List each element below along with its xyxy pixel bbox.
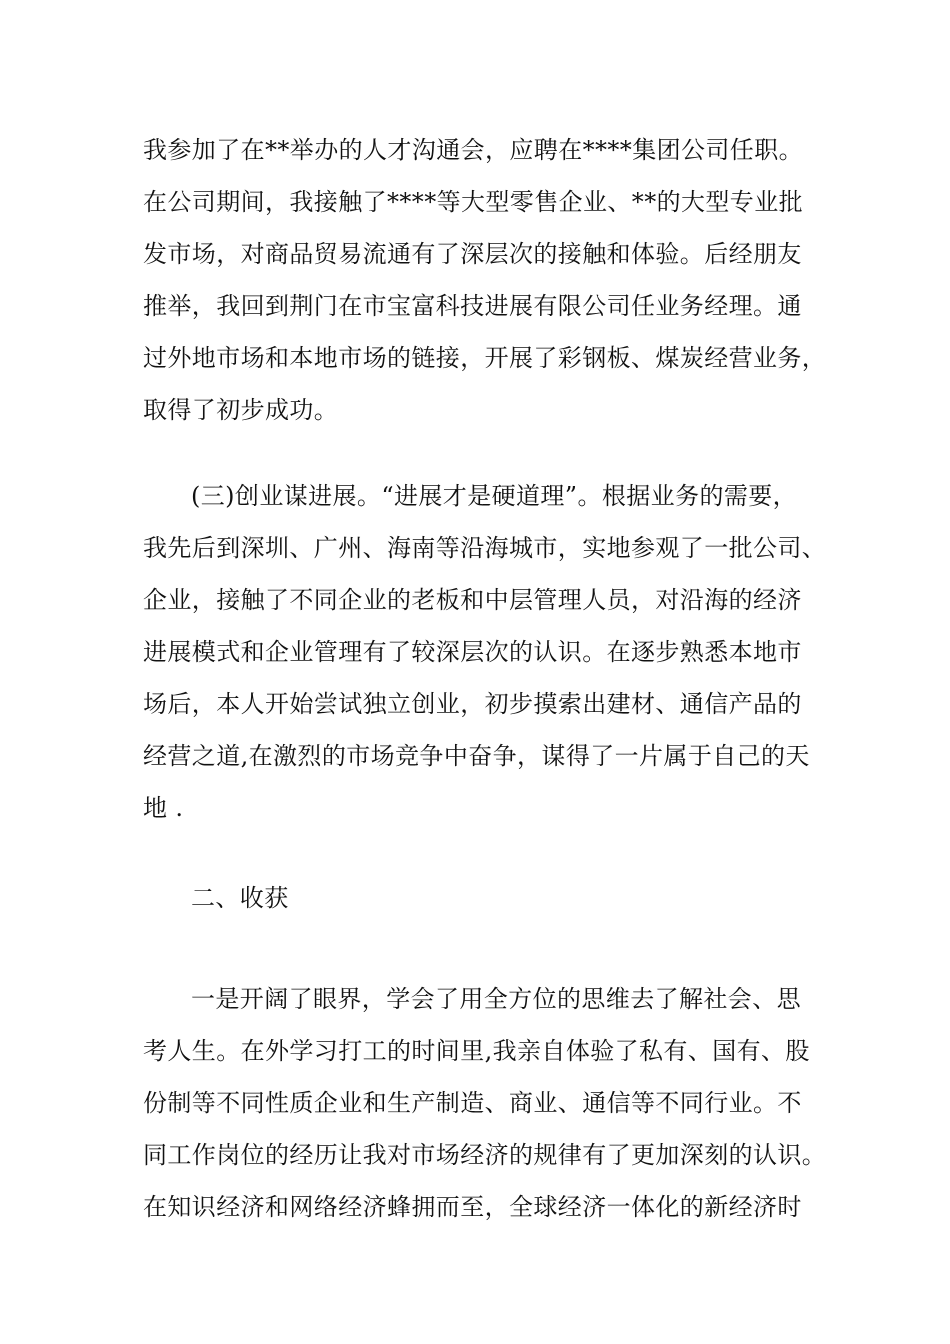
paragraph-line: (三)创业谋进展。“进展才是硬道理”。根据业务的需要， xyxy=(191,482,798,510)
paragraph-line: 同工作岗位的经历让我对市场经济的规律有了更加深刻的认识。 xyxy=(143,1141,827,1169)
paragraph-gains xyxy=(143,973,827,1233)
paragraph-line: 发市场，对商品贸易流通有了深层次的接触和体验。后经朋友 xyxy=(143,240,802,268)
heading-text: 二、收获 xyxy=(191,884,289,912)
paragraph-line: 企业，接触了不同企业的老板和中层管理人员，对沿海的经济 xyxy=(143,586,802,614)
paragraph-entrepreneurship xyxy=(143,470,827,834)
paragraph-line: 在知识经济和网络经济蜂拥而至，全球经济一体化的新经济时 xyxy=(143,1193,802,1221)
paragraph-line: 地 . xyxy=(143,794,184,822)
paragraph-line: 经营之道,在激烈的市场竞争中奋争，谋得了一片属于自己的天 xyxy=(143,742,810,770)
paragraph-line: 场后，本人开始尝试独立创业，初步摸索出建材、通信产品的 xyxy=(143,690,802,718)
paragraph-line: 取得了初步成功。 xyxy=(143,396,339,424)
section-heading xyxy=(143,872,818,924)
paragraph-line: 份制等不同性质企业和生产制造、商业、通信等不同行业。不 xyxy=(143,1089,802,1117)
paragraph-line: 一是开阔了眼界，学会了用全方位的思维去了解社会、思 xyxy=(191,985,801,1013)
paragraph-line: 进展模式和企业管理有了较深层次的认识。在逐步熟悉本地市 xyxy=(143,638,802,666)
paragraph-line: 我先后到深圳、广州、海南等沿海城市，实地参观了一批公司、 xyxy=(143,534,827,562)
paragraph-line: 过外地市场和本地市场的链接，开展了彩钢板、煤炭经营业务， xyxy=(143,344,827,372)
paragraph-line: 在公司期间，我接触了****等大型零售企业、**的大型专业批 xyxy=(143,188,803,216)
paragraph-line: 考人生。在外学习打工的时间里,我亲自体验了私有、国有、股 xyxy=(143,1037,810,1065)
paragraph-job-experience xyxy=(143,124,827,436)
paragraph-line: 我参加了在**举办的人才沟通会，应聘在****集团公司任职。 xyxy=(143,136,803,164)
paragraph-line: 推举，我回到荆门在市宝富科技进展有限公司任业务经理。通 xyxy=(143,292,802,320)
